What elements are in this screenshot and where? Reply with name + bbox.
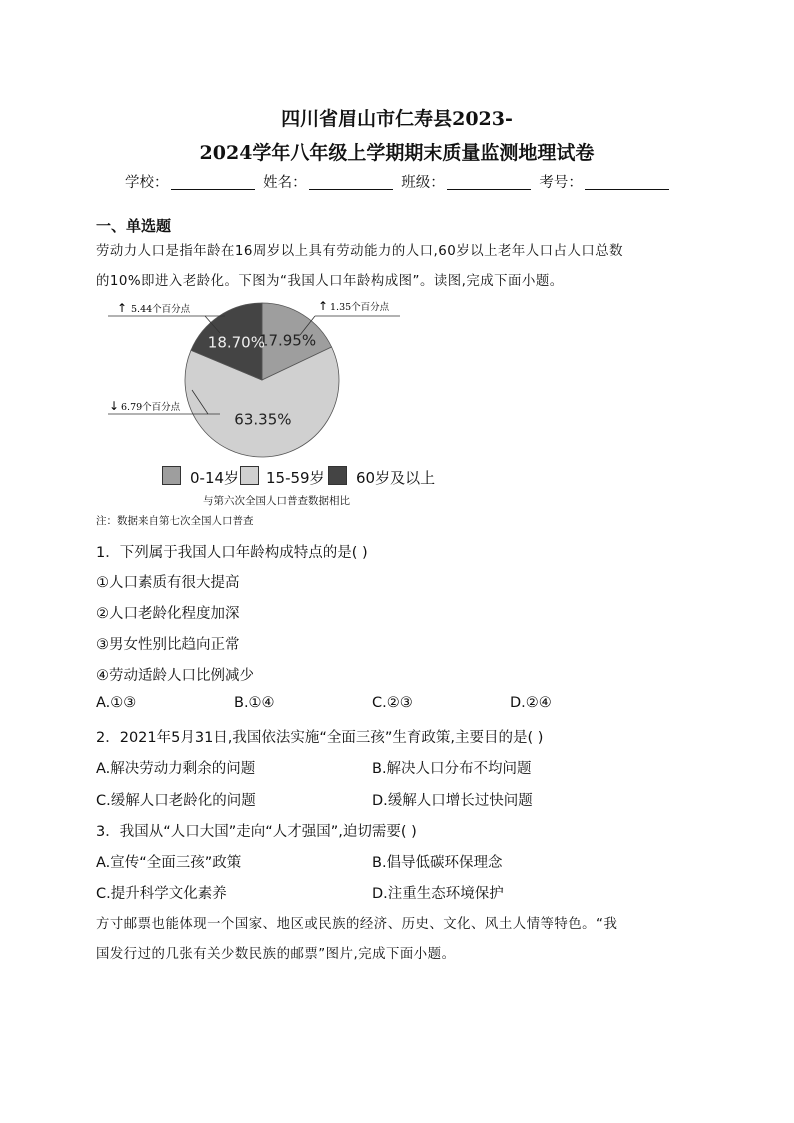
- chart-note: 注：数据来自第七次全国人口普查: [96, 515, 254, 527]
- school-label: 学校：: [125, 175, 169, 191]
- age-structure-pie-chart: [90, 295, 420, 465]
- exam-no-label: 考号：: [539, 175, 583, 191]
- question-3-option-b[interactable]: B.倡导低碳环保理念: [372, 855, 503, 871]
- page-title-line1: 四川省眉山市仁寿县2023-: [281, 108, 513, 130]
- class-label: 班级：: [401, 175, 445, 191]
- legend-swatch-15-59: [240, 466, 259, 485]
- question-2-option-a[interactable]: A.解决劳动力剩余的问题: [96, 761, 256, 777]
- section-heading: 一、单选题: [96, 217, 172, 235]
- question-2-option-c[interactable]: C.缓解人口老龄化的问题: [96, 793, 256, 809]
- legend-label-15-59: 15-59岁: [266, 469, 325, 487]
- question-3-stem: 3．我国从“人口大国”走向“人才强国”,迫切需要( ): [96, 824, 417, 840]
- intro-line-2: 的10%即进入老龄化。下图为“我国人口年龄构成图”。读图,完成下面小题。: [96, 274, 564, 289]
- outro-line-1: 方寸邮票也能体现一个国家、地区或民族的经济、历史、文化、风土人情等特色。“我: [96, 917, 618, 932]
- question-2-option-d[interactable]: D.缓解人口增长过快问题: [372, 793, 533, 809]
- question-1-stem: 1．下列属于我国人口年龄构成特点的是( ): [96, 545, 368, 561]
- legend-swatch-0-14: [162, 466, 181, 485]
- question-1-item: ③男女性别比趋向正常: [96, 637, 240, 653]
- page-title-line2: 2024学年八年级上学期期末质量监测地理试卷: [199, 142, 595, 164]
- pie-slices: [185, 303, 339, 457]
- question-3-option-c[interactable]: C.提升科学文化素养: [96, 886, 227, 902]
- outro-line-2: 国发行过的几张有关少数民族的邮票”图片,完成下面小题。: [96, 947, 456, 962]
- class-blank[interactable]: [447, 175, 531, 190]
- question-1-option-c[interactable]: C.②③: [372, 695, 413, 711]
- chart-caption: 与第六次全国人口普查数据相比: [203, 495, 350, 507]
- pie-label-60-plus: 18.70%: [207, 333, 265, 352]
- arrow-up-icon: ↑: [318, 299, 329, 313]
- question-2-option-b[interactable]: B.解决人口分布不均问题: [372, 761, 532, 777]
- question-1-option-b[interactable]: B.①④: [234, 695, 275, 711]
- change-label-work: 6.79个百分点: [121, 402, 181, 413]
- name-label: 姓名：: [263, 175, 307, 191]
- question-3-option-d[interactable]: D.注重生态环境保护: [372, 886, 504, 902]
- question-2-stem: 2．2021年5月31日,我国依法实施“全面三孩”生育政策,主要目的是( ): [96, 730, 544, 746]
- question-1-item: ④劳动适龄人口比例减少: [96, 668, 254, 684]
- intro-line-1: 劳动力人口是指年龄在16周岁以上具有劳动能力的人口,60岁以上老年人口占人口总数: [96, 244, 624, 259]
- student-info-line: [125, 171, 673, 192]
- legend-swatch-60-plus: [328, 466, 347, 485]
- question-1-option-a[interactable]: A.①③: [96, 695, 137, 711]
- pie-label-15-59: 63.35%: [234, 410, 292, 429]
- name-blank[interactable]: [309, 175, 393, 190]
- school-blank[interactable]: [171, 175, 255, 190]
- exam-no-blank[interactable]: [585, 175, 669, 190]
- question-1-option-d[interactable]: D.②④: [510, 695, 552, 711]
- change-label-old: 5.44个百分点: [131, 304, 191, 315]
- change-label-young: 1.35个百分点: [330, 302, 390, 313]
- arrow-up-icon: ↑: [117, 301, 128, 315]
- question-1-item: ②人口老龄化程度加深: [96, 606, 240, 622]
- legend-label-60-plus: 60岁及以上: [356, 469, 436, 487]
- question-1-item: ①人口素质有很大提高: [96, 575, 240, 591]
- arrow-down-icon: ↓: [109, 399, 120, 413]
- pie-label-0-14: 17.95%: [258, 331, 317, 350]
- legend-label-0-14: 0-14岁: [190, 469, 240, 487]
- question-3-option-a[interactable]: A.宣传“全面三孩”政策: [96, 855, 242, 871]
